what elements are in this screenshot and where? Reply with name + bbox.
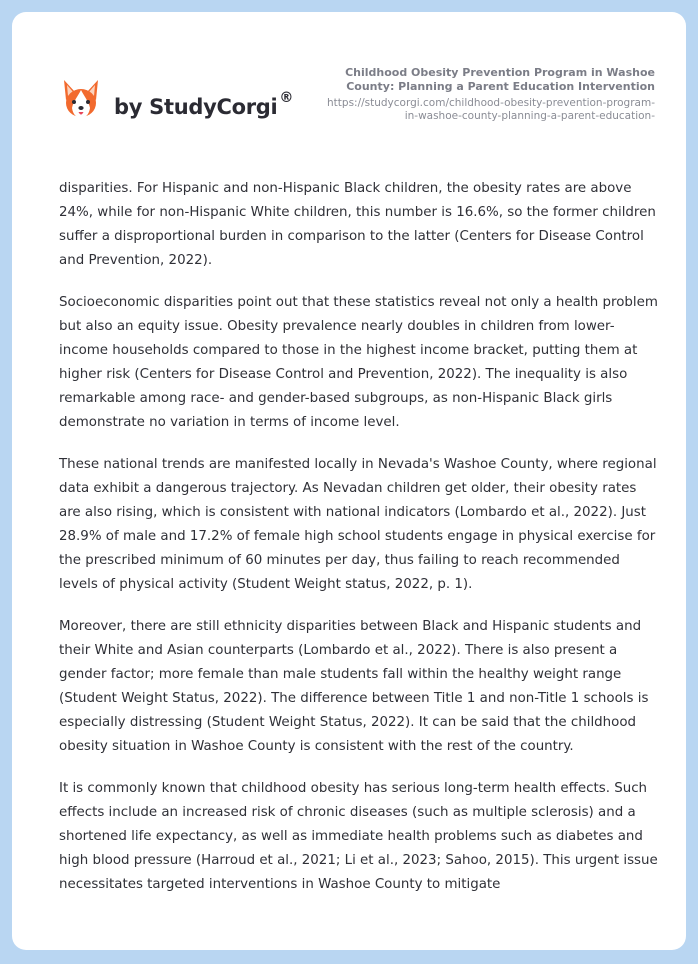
paragraph: These national trends are manifested locally in Nevada's Washoe County, where regional data exhibit a dangerous trajectory. As Nevadan children get older, their obesity rates are also rising, which is consistent with national indicators (Lombardo et al., 2022). Just 28.9% of male and 17.2% of female high school students engage in physical exercise for the prescribed minimum of 60 minutes per day, thus failing to reach recommended levels of physical activity (Student Weight status, 2022, p. 1). — [59, 457, 657, 592]
document-url[interactable]: https://studycorgi.com/childhood-obesity-prevention-program-in-washoe-county-planning-a-parent-education- — [327, 97, 655, 122]
brand-text: by StudyCorgi — [114, 95, 278, 119]
paragraph: Moreover, there are still ethnicity disparities between Black and Hispanic students and their White and Asian counterparts (Lombardo et al., 2022). There is also present a gender factor; more female than male students fall within the healthy weight range (Student Weight Status, 2022). The difference between Title 1 and non-Title 1 schools is especially distressing (Student Weight Status, 2022). It can be said that the childhood obesity situation in Washoe County is consistent with the rest of the country. — [59, 619, 649, 754]
brand-name — [114, 90, 294, 119]
paragraph: disparities. For Hispanic and non-Hispanic Black children, the obesity rates are above 24%, while for non-Hispanic White children, this number is 16.6%, so the former children suffer a disproportional burden in comparison to the latter (Centers for Disease Control and Prevention, 2022). — [59, 181, 656, 268]
document-page — [12, 12, 686, 950]
document-meta — [325, 66, 655, 123]
studycorgi-logo[interactable] — [61, 78, 311, 138]
paragraph: Socioeconomic disparities point out that these statistics reveal not only a health problem but also an equity issue. Obesity prevalence nearly doubles in children from lower-income households compared to those in the highest income bracket, putting them at higher risk (Centers for Disease Control and Prevention, 2022). The inequality is also remarkable among race- and gender-based subgroups, as non-Hispanic Black girls demonstrate no variation in terms of income level. — [59, 295, 658, 430]
registered-mark: ® — [279, 90, 294, 106]
paragraph: It is commonly known that childhood obesity has serious long-term health effects. Such effects include an increased risk of chronic diseases (such as multiple sclerosis) and a shortened life expectancy, as well as immediate health problems such as diabetes and high blood pressure (Harroud et al., 2021; Li et al., 2023; Sahoo, 2015). This urgent issue necessitates targeted interventions in Washoe County to mitigate — [59, 781, 658, 892]
document-title: Childhood Obesity Prevention Program in Washoe County: Planning a Parent Education Intervention — [345, 66, 655, 93]
document-body — [59, 177, 659, 915]
corgi-logo-icon — [61, 78, 101, 122]
